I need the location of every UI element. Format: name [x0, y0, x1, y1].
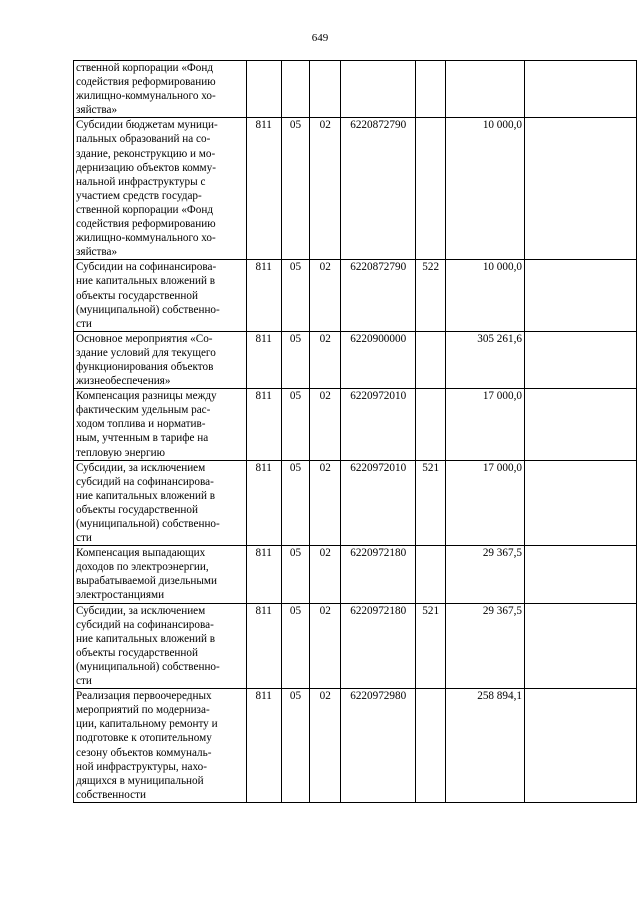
item-name-line: ным, учтенным в тарифе на: [76, 432, 209, 445]
section-code-cell: 05: [281, 689, 309, 803]
section-code-cell: 05: [281, 260, 309, 331]
item-name-line: сти: [76, 675, 92, 688]
item-name-line: Реализация первоочередных: [76, 690, 212, 703]
table-row: [74, 260, 637, 331]
item-name-cell: [74, 118, 247, 260]
amount-cell: 17 000,0: [446, 389, 525, 460]
budget-table-body: [74, 61, 637, 803]
expense-type-cell: [416, 61, 446, 118]
subsection-code-cell: 02: [310, 689, 341, 803]
target-article-cell: 6220900000: [341, 331, 416, 388]
amount-cell: 258 894,1: [446, 689, 525, 803]
item-name-line: ственной корпорации «Фонд: [76, 62, 214, 74]
empty-cell: [524, 61, 636, 118]
target-article-cell: 6220972010: [341, 460, 416, 546]
empty-cell: [524, 331, 636, 388]
item-name-line: ние капитальных вложений в: [76, 275, 216, 288]
item-name-line: (муниципальной) собственно-: [76, 660, 220, 673]
gr-code-cell: 811: [246, 331, 281, 388]
target-article-cell: 6220972980: [341, 689, 416, 803]
expense-type-cell: [416, 389, 446, 460]
amount-cell: 10 000,0: [446, 118, 525, 260]
item-name-line: сезону объектов коммуналь-: [76, 746, 212, 759]
table-row: [74, 603, 637, 689]
item-name-line: функционирования объектов: [76, 360, 214, 373]
amount-cell: 305 261,6: [446, 331, 525, 388]
item-name-line: жизнеобеспечения»: [76, 375, 171, 388]
gr-code-cell: 811: [246, 603, 281, 689]
gr-code-cell: 811: [246, 389, 281, 460]
item-name-cell: [74, 546, 247, 603]
item-name-line: объекты государственной: [76, 503, 198, 516]
item-name-line: сти: [76, 532, 92, 545]
empty-cell: [524, 603, 636, 689]
item-name-line: ственной корпорации «Фонд: [76, 203, 214, 216]
expense-type-cell: [416, 118, 446, 260]
amount-cell: [446, 61, 525, 118]
item-name-line: Субсидии, за исключением: [76, 461, 206, 474]
empty-cell: [524, 689, 636, 803]
item-name-line: (муниципальной) собственно-: [76, 518, 220, 530]
item-name-line: (муниципальной) собственно-: [76, 303, 220, 316]
item-name-line: объекты государственной: [76, 646, 198, 659]
item-name-line: ходом топлива и норматив-: [76, 418, 206, 431]
section-code-cell: 05: [281, 331, 309, 388]
gr-code-cell: [246, 61, 281, 118]
item-name-line: Субсидии бюджетам муници-: [76, 119, 218, 132]
item-name-cell: [74, 331, 247, 388]
item-name-line: электростанциями: [76, 589, 165, 602]
item-name-line: дящихся в муниципальной: [76, 774, 204, 787]
item-name-cell: [74, 61, 247, 118]
amount-cell: 29 367,5: [446, 603, 525, 689]
expense-type-cell: 521: [416, 460, 446, 546]
item-name-line: объекты государственной: [76, 289, 198, 302]
item-name-line: вырабатываемой дизельными: [76, 575, 217, 588]
empty-cell: [524, 389, 636, 460]
item-name-line: субсидий на софинансирова-: [76, 475, 214, 488]
gr-code-cell: 811: [246, 118, 281, 260]
item-name-line: Субсидии, за исключением: [76, 604, 206, 617]
target-article-cell: 6220972180: [341, 546, 416, 603]
item-name-line: пальных образований на со-: [76, 133, 211, 146]
amount-cell: 17 000,0: [446, 460, 525, 546]
empty-cell: [524, 260, 636, 331]
table-row: [74, 61, 637, 118]
item-name-line: участием средств государ-: [76, 189, 202, 202]
gr-code-cell: 811: [246, 460, 281, 546]
item-name-line: содействия реформированию: [76, 76, 216, 89]
item-name-line: Основное мероприятия «Со-: [76, 332, 213, 345]
subsection-code-cell: 02: [310, 260, 341, 331]
amount-cell: 10 000,0: [446, 260, 525, 331]
section-code-cell: [281, 61, 309, 118]
table-row: [74, 546, 637, 603]
item-name-cell: [74, 603, 247, 689]
item-name-line: зяйства»: [76, 104, 118, 117]
empty-cell: [524, 546, 636, 603]
table-row: [74, 460, 637, 546]
expense-type-cell: [416, 546, 446, 603]
item-name-line: дернизацию объектов комму-: [76, 161, 216, 174]
amount-cell: 29 367,5: [446, 546, 525, 603]
page-number: 649: [311, 32, 329, 44]
item-name-cell: [74, 260, 247, 331]
item-name-line: ние капитальных вложений в: [76, 632, 216, 645]
budget-table: [73, 60, 637, 803]
item-name-line: ной инфраструктуры, нахо-: [76, 760, 207, 773]
item-name-line: ции, капитальному ремонту и: [76, 718, 218, 731]
subsection-code-cell: 02: [310, 331, 341, 388]
expense-type-cell: [416, 331, 446, 388]
item-name-line: доходов по электроэнергии,: [76, 561, 209, 574]
target-article-cell: 6220972180: [341, 603, 416, 689]
item-name-line: сти: [76, 317, 92, 330]
gr-code-cell: 811: [246, 260, 281, 331]
item-name-line: здание, реконструкцию и мо-: [76, 147, 216, 160]
subsection-code-cell: 02: [310, 546, 341, 603]
subsection-code-cell: 02: [310, 389, 341, 460]
item-name-line: зяйства»: [76, 246, 118, 259]
item-name-cell: [74, 460, 247, 546]
expense-type-cell: [416, 689, 446, 803]
section-code-cell: 05: [281, 546, 309, 603]
item-name-line: мероприятий по модерниза-: [76, 704, 210, 717]
empty-cell: [524, 460, 636, 546]
item-name-line: тепловую энергию: [76, 446, 165, 459]
empty-cell: [524, 118, 636, 260]
gr-code-cell: 811: [246, 546, 281, 603]
item-name-line: ние капитальных вложений в: [76, 489, 216, 502]
table-row: [74, 389, 637, 460]
table-row: [74, 118, 637, 260]
item-name-line: нальной инфраструктуры с: [76, 175, 206, 188]
subsection-code-cell: 02: [310, 460, 341, 546]
section-code-cell: 05: [281, 118, 309, 260]
subsection-code-cell: 02: [310, 603, 341, 689]
item-name-cell: [74, 689, 247, 803]
expense-type-cell: 521: [416, 603, 446, 689]
item-name-line: подготовке к отопительному: [76, 732, 212, 745]
target-article-cell: 6220872790: [341, 118, 416, 260]
item-name-line: жилищно-коммунального хо-: [76, 232, 216, 245]
target-article-cell: 6220872790: [341, 260, 416, 331]
target-article-cell: 6220972010: [341, 389, 416, 460]
gr-code-cell: 811: [246, 689, 281, 803]
item-name-line: собственности: [76, 788, 146, 801]
item-name-line: жилищно-коммунального хо-: [76, 90, 216, 103]
section-code-cell: 05: [281, 460, 309, 546]
subsection-code-cell: 02: [310, 118, 341, 260]
item-name-line: Компенсация разницы между: [76, 390, 217, 403]
item-name-cell: [74, 389, 247, 460]
item-name-line: Субсидии на софинансирова-: [76, 261, 217, 274]
subsection-code-cell: [310, 61, 341, 118]
table-row: [74, 331, 637, 388]
item-name-line: субсидий на софинансирова-: [76, 618, 214, 631]
item-name-line: здание условий для текущего: [76, 346, 216, 359]
section-code-cell: 05: [281, 389, 309, 460]
target-article-cell: [341, 61, 416, 118]
item-name-line: содействия реформированию: [76, 218, 216, 231]
table-row: [74, 689, 637, 803]
expense-type-cell: 522: [416, 260, 446, 331]
item-name-line: Компенсация выпадающих: [76, 547, 206, 560]
section-code-cell: 05: [281, 603, 309, 689]
item-name-line: фактическим удельным рас-: [76, 404, 211, 417]
